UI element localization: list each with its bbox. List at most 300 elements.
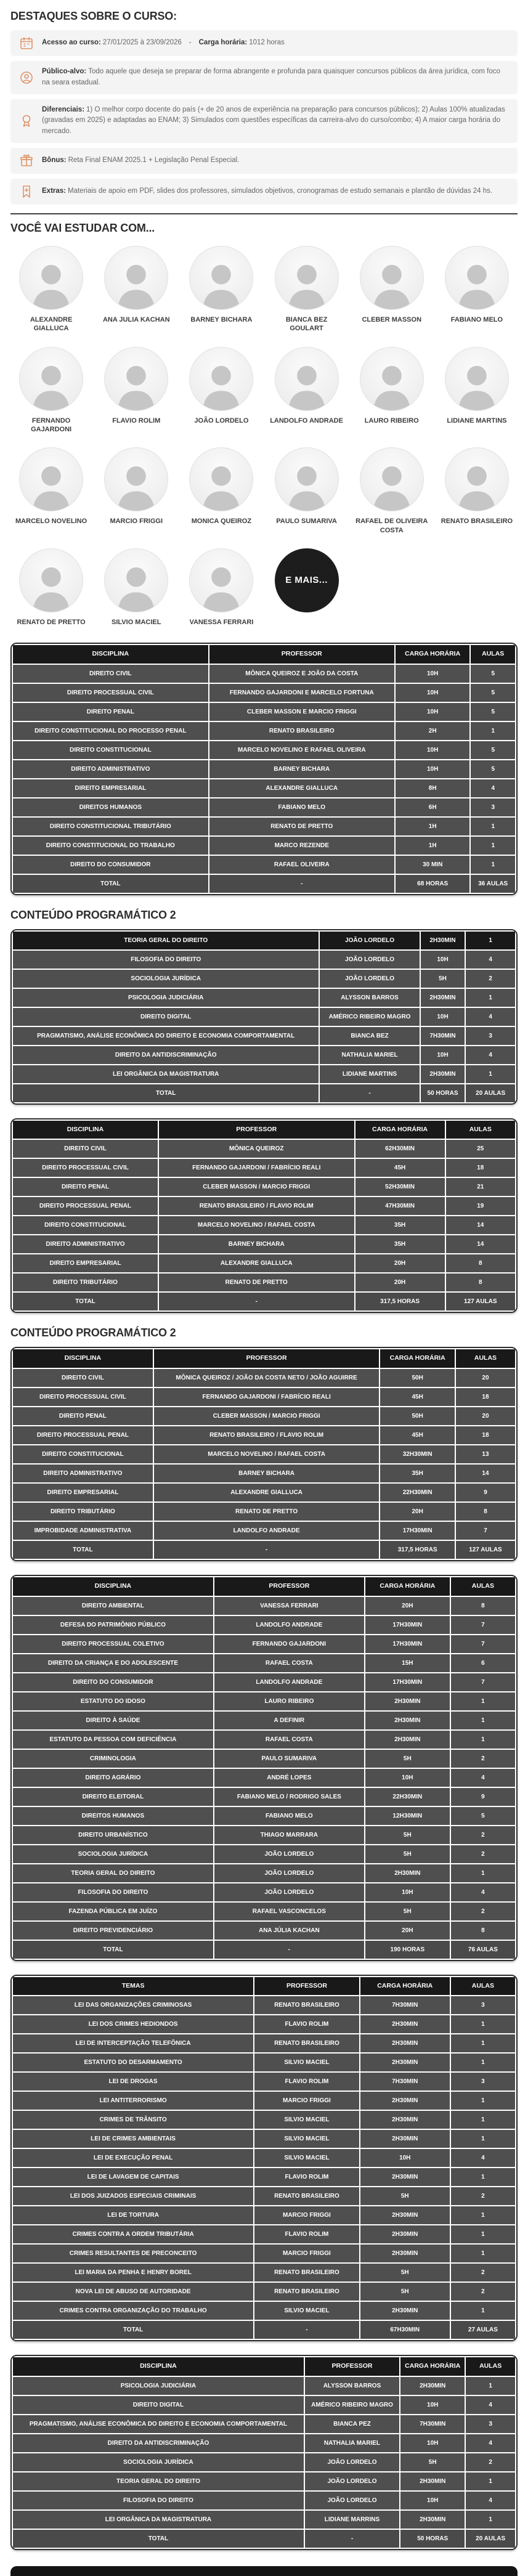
professor-name: JOÃO LORDELO <box>194 416 249 425</box>
table-cell: SILVIO MACIEL <box>254 2110 360 2129</box>
table-cell: FLAVIO ROLIM <box>254 2225 360 2244</box>
table-cell: 17H30MIN <box>380 1521 455 1540</box>
column-header: DISCIPLINA <box>12 644 209 664</box>
table-cell: RENATO BRASILEIRO / FLAVIO ROLIM <box>158 1197 355 1216</box>
table-cell: 5 <box>470 702 516 721</box>
table-cell: 1 <box>465 988 516 1007</box>
table-row <box>12 1368 516 1388</box>
column-header: PROFESSOR <box>158 1120 355 1140</box>
table-cell: 1 <box>450 1692 516 1711</box>
professor-photo <box>189 447 253 511</box>
table-row <box>12 817 516 836</box>
table-cell: 1 <box>470 836 516 855</box>
table-cell: DIREITO CIVIL <box>12 1139 158 1158</box>
table-cell: LEI DE INTERCEPTAÇÃO TELEFÔNICA <box>12 2034 254 2053</box>
person-silhouette-icon <box>450 457 504 511</box>
table-cell: DIREITO DIGITAL <box>12 1007 319 1026</box>
table-cell: SILVIO MACIEL <box>254 2053 360 2072</box>
table-cell: PRAGMATISMO, ANÁLISE ECONÔMICA DO DIREITO E ECONOMIA COMPORTAMENTAL <box>12 1026 319 1046</box>
total-cell: 127 AULAS <box>445 1292 516 1311</box>
table-cell: MARCO REZENDE <box>209 836 395 855</box>
table-cell: 1 <box>450 2091 516 2110</box>
highlight-value: 1) O melhor corpo docente do país (+ de 20 anos de experiência na preparação para concursos públicos); 2) Aulas 100% atualizadas (gravadas em 2025) e adaptadas ao ENAM; 3) Simulados com questões específicas da carreira-alvo do curso/combo; 4) A maior carga horária do mercado. <box>42 105 505 136</box>
professor-name: LAURO RIBEIRO <box>364 416 419 425</box>
table-row <box>12 1635 516 1654</box>
table-total-row <box>12 874 516 893</box>
table-row <box>12 2206 516 2225</box>
table-cell: FERNANDO GAJARDONI / FABRÍCIO REALI <box>158 1158 355 1177</box>
professor-photo <box>189 548 253 612</box>
professor-card <box>10 447 92 535</box>
table-cell: RENATO BRASILEIRO / FLAVIO ROLIM <box>153 1426 380 1445</box>
table-cell: 8H <box>395 779 471 798</box>
highlight-value: 27/01/2025 à 23/09/2026 <box>102 39 182 47</box>
professor-photo <box>19 246 83 310</box>
table-row <box>12 1996 516 2015</box>
table-cell: 5H <box>365 1902 450 1921</box>
person-silhouette-icon <box>365 255 419 309</box>
table-cell: 10H <box>365 1883 450 1902</box>
table-cell: 10H <box>395 702 471 721</box>
table-row <box>12 1749 516 1768</box>
table-cell: DIREITO DIGITAL <box>12 2395 304 2415</box>
table-cell: 1 <box>450 1711 516 1730</box>
table-cell: 20H <box>355 1273 445 1292</box>
table-cell: 8 <box>450 1596 516 1615</box>
table-cell: TEORIA GERAL DO DIREITO <box>12 1864 214 1883</box>
table-row <box>12 683 516 702</box>
table-cell: DIREITO EMPRESARIAL <box>12 779 209 798</box>
table-cell: FILOSOFIA DO DIREITO <box>12 2491 304 2510</box>
table-cell: ESTATUTO DO IDOSO <box>12 1692 214 1711</box>
professor-card <box>10 246 92 333</box>
table-cell: 35H <box>355 1216 445 1235</box>
professor-photo <box>445 447 509 511</box>
table-cell: 45H <box>355 1158 445 1177</box>
table-cell: 1 <box>450 2206 516 2225</box>
table-cell: 2H <box>395 721 471 741</box>
table-cell: 5H <box>360 2187 450 2206</box>
table-cell: RAFAEL OLIVEIRA <box>209 855 395 874</box>
table-cell: LEI MARIA DA PENHA E HENRY BOREL <box>12 2263 254 2282</box>
course-table <box>12 2356 516 2549</box>
table-cell: 10H <box>420 1007 466 1026</box>
table-cell: ESTATUTO DA PESSOA COM DEFICIÊNCIA <box>12 1730 214 1749</box>
table-cell: LEI DAS ORGANIZAÇÕES CRIMINOSAS <box>12 1996 254 2015</box>
column-header: CARGA HORÁRIA <box>365 1577 450 1596</box>
conteudo-heading-2: CONTEÚDO PROGRAMÁTICO 2 <box>10 1327 176 1339</box>
table-cell: 2 <box>450 1826 516 1845</box>
total-cell: 68 HORAS <box>395 874 471 893</box>
table-cell: LIDIANE MARTINS <box>319 1065 420 1084</box>
table-cell: 5 <box>450 1806 516 1826</box>
table-cell: 2H30MIN <box>400 2510 465 2529</box>
table-header-row <box>12 1120 516 1140</box>
table-row <box>12 1730 516 1749</box>
table-cell: DIREITO ELEITORAL <box>12 1787 214 1806</box>
professor-name: LANDOLFO ANDRADE <box>270 416 343 425</box>
table-cell: DIREITO PREVIDENCIÁRIO <box>12 1921 214 1940</box>
table-cell: 8 <box>455 1502 516 1521</box>
professor-name: RENATO BRASILEIRO <box>441 518 513 526</box>
table-cell: 25 <box>445 1139 516 1158</box>
table-cell: 1 <box>465 2472 516 2491</box>
column-header: CARGA HORÁRIA <box>380 1349 455 1368</box>
bookmark-icon <box>19 184 34 199</box>
total-cell: 127 AULAS <box>455 1540 516 1559</box>
column-header: CARGA HORÁRIA <box>395 644 471 664</box>
table-cell: 47H30MIN <box>355 1197 445 1216</box>
table-cell: FABIANO MELO <box>209 798 395 817</box>
person-silhouette-icon <box>24 457 78 511</box>
table-cell: RENATO BRASILEIRO <box>254 2282 360 2301</box>
professor-photo <box>275 246 339 310</box>
column-header: TEMAS <box>12 1977 254 1996</box>
table-cell: 4 <box>465 2434 516 2453</box>
table-cell: SILVIO MACIEL <box>254 2129 360 2148</box>
total-cell: 190 HORAS <box>365 1940 450 1959</box>
professor-card <box>351 246 433 333</box>
table-cell: 2 <box>450 1749 516 1768</box>
table-cell: 20H <box>355 1254 445 1273</box>
person-silhouette-icon <box>24 558 78 612</box>
table-cell: MÔNICA QUEIROZ / JOÃO DA COSTA NETO / JOÃO AGUIRRE <box>153 1368 380 1388</box>
table-cell: 5H <box>365 1845 450 1864</box>
professor-name: ANA JULIA KACHAN <box>102 316 170 324</box>
table-cell: SOCIOLOGIA JURÍDICA <box>12 2453 304 2472</box>
professor-photo <box>360 246 424 310</box>
table-cell: RENATO DE PRETTO <box>209 817 395 836</box>
column-header: AULAS <box>450 1577 516 1596</box>
table-cell: PAULO SUMARIVA <box>214 1749 365 1768</box>
table-cell: TEORIA GERAL DO DIREITO <box>12 931 319 950</box>
table-cell: DIREITO CONSTITUCIONAL TRIBUTÁRIO <box>12 817 209 836</box>
table-row <box>12 1216 516 1235</box>
professor-name: FLAVIO ROLIM <box>112 416 161 425</box>
table-row <box>12 2187 516 2206</box>
table-cell: 3 <box>470 798 516 817</box>
table-cell: 10H <box>400 2395 465 2415</box>
table-cell: 2H30MIN <box>360 2034 450 2053</box>
table-cell: BARNEY BICHARA <box>153 1464 380 1483</box>
table-cell: 2H30MIN <box>360 2129 450 2148</box>
highlight-extras-text <box>42 186 492 197</box>
table-cell: 9 <box>455 1483 516 1502</box>
table-cell: FAZENDA PÚBLICA EM JUÍZO <box>12 1902 214 1921</box>
professor-card <box>95 548 177 627</box>
table-cell: DIREITO PENAL <box>12 1407 153 1426</box>
table-cell: 20H <box>365 1596 450 1615</box>
person-silhouette-icon <box>24 255 78 309</box>
footer-bar <box>10 2566 518 2576</box>
table-cell: 10H <box>395 664 471 683</box>
table-cell: 50H <box>380 1368 455 1388</box>
table-row <box>12 2148 516 2168</box>
table-cell: 4 <box>450 2148 516 2168</box>
table-row <box>12 1235 516 1254</box>
table-cell: 10H <box>360 2148 450 2168</box>
table-cell: RENATO BRASILEIRO <box>254 1996 360 2015</box>
table-cell: 2H30MIN <box>360 2206 450 2225</box>
table-cell: 1 <box>465 931 516 950</box>
table-cell: ANA JÚLIA KACHAN <box>214 1921 365 1940</box>
highlight-publico-text <box>42 67 509 89</box>
table-cell: FABIANO MELO / RODRIGO SALES <box>214 1787 365 1806</box>
highlight-bonus <box>10 148 518 174</box>
table-cell: 19 <box>445 1197 516 1216</box>
table-row <box>12 1615 516 1635</box>
table-row <box>12 760 516 779</box>
table-conteudo-complementar <box>10 929 518 1105</box>
table-cell: 20H <box>365 1921 450 1940</box>
table-cell: 5H <box>365 1826 450 1845</box>
table-cell: FLAVIO ROLIM <box>254 2168 360 2187</box>
person-silhouette-icon <box>365 457 419 511</box>
professors-heading: VOCÊ VAI ESTUDAR COM... <box>10 222 155 235</box>
professor-card <box>266 347 347 434</box>
table-cell: FERNANDO GAJARDONI / FABRÍCIO REALI <box>153 1388 380 1407</box>
table-header-row <box>12 1349 516 1368</box>
table-cell: 6H <box>395 798 471 817</box>
table-row <box>12 2072 516 2091</box>
table-cell: ALEXANDRE GIALLUCA <box>158 1254 355 1273</box>
table-cell: 1 <box>450 2301 516 2320</box>
table-cell: TEORIA GERAL DO DIREITO <box>12 2472 304 2491</box>
table-row <box>12 741 516 760</box>
total-cell: TOTAL <box>12 1940 214 1959</box>
column-header: DISCIPLINA <box>12 1577 214 1596</box>
table-cell: DIREITO PROCESSUAL PENAL <box>12 1426 153 1445</box>
professor-photo <box>19 447 83 511</box>
table-cell: 2 <box>450 2282 516 2301</box>
professor-card <box>351 447 433 535</box>
table-row <box>12 836 516 855</box>
column-header: PROFESSOR <box>304 2357 400 2376</box>
total-cell: 50 HORAS <box>420 1084 466 1103</box>
table-cell: LEI DE DROGAS <box>12 2072 254 2091</box>
column-header: CARGA HORÁRIA <box>355 1120 445 1140</box>
person-silhouette-icon <box>280 457 334 511</box>
table-cell: DIREITO CONSTITUCIONAL <box>12 1445 153 1464</box>
table-cell: 1 <box>450 2129 516 2148</box>
table-row <box>12 1654 516 1673</box>
table-cell: MÔNICA QUEIROZ E JOÃO DA COSTA <box>209 664 395 683</box>
table-row <box>12 1521 516 1540</box>
professor-card <box>266 447 347 535</box>
table-cell: SOCIOLOGIA JURÍDICA <box>12 969 319 988</box>
table-cell: DIREITO CONSTITUCIONAL DO PROCESSO PENAL <box>12 721 209 741</box>
table-cell: 10H <box>395 760 471 779</box>
table-cell: 2H30MIN <box>420 1065 466 1084</box>
table-conteudo-principal-2 <box>10 1347 518 1561</box>
table-cell: 18 <box>455 1426 516 1445</box>
course-table <box>12 1348 516 1560</box>
table-cell: 2H30MIN <box>400 2376 465 2395</box>
column-header: CARGA HORÁRIA <box>360 1977 450 1996</box>
professor-name: MARCELO NOVELINO <box>15 518 87 526</box>
table-row <box>12 988 516 1007</box>
table-cell: 7H30MIN <box>360 1996 450 2015</box>
professor-photo <box>104 347 168 411</box>
table-cell: ANDRÉ LOPES <box>214 1768 365 1787</box>
table-row <box>12 779 516 798</box>
course-table <box>12 930 516 1103</box>
table-cell: RENATO DE PRETTO <box>153 1502 380 1521</box>
table-disciplinas-finais <box>10 2355 518 2550</box>
column-header: AULAS <box>450 1977 516 1996</box>
table-total-row <box>12 1292 516 1311</box>
table-cell: RENATO BRASILEIRO <box>209 721 395 741</box>
table-cell: 45H <box>380 1426 455 1445</box>
professor-photo <box>360 447 424 511</box>
table-cell: 52H30MIN <box>355 1177 445 1197</box>
table-cell: 3 <box>465 1026 516 1046</box>
table-cell: DIREITO DO CONSUMIDOR <box>12 855 209 874</box>
table-cell: 1 <box>465 2376 516 2395</box>
table-row <box>12 1502 516 1521</box>
table-cell: RENATO DE PRETTO <box>158 1273 355 1292</box>
total-cell: - <box>209 874 395 893</box>
professor-card <box>95 447 177 535</box>
table-row <box>12 2053 516 2072</box>
table-row <box>12 2395 516 2415</box>
professor-card <box>436 347 518 434</box>
professor-card <box>436 447 518 535</box>
table-cell: LAURO RIBEIRO <box>214 1692 365 1711</box>
highlight-label: Acesso ao curso: <box>42 39 101 47</box>
column-header: PROFESSOR <box>153 1349 380 1368</box>
highlight-acesso-text <box>42 38 285 49</box>
person-silhouette-icon <box>280 356 334 410</box>
table-row <box>12 1426 516 1445</box>
table-cell: 5 <box>470 760 516 779</box>
table-cell: 3 <box>450 1996 516 2015</box>
professor-photo <box>104 246 168 310</box>
course-table <box>12 1576 516 1960</box>
table-cell: 5H <box>360 2282 450 2301</box>
table-row <box>12 1673 516 1692</box>
table-row <box>12 1768 516 1787</box>
table-row <box>12 1845 516 1864</box>
table-row <box>12 664 516 683</box>
table-cell: BIANCA BEZ <box>319 1026 420 1046</box>
table-cell: 4 <box>450 1883 516 1902</box>
professor-card <box>266 246 347 333</box>
total-cell: 27 AULAS <box>450 2320 516 2339</box>
table-conteudo-principal <box>10 1118 518 1314</box>
table-cell: JOÃO LORDELO <box>319 950 420 969</box>
professor-name: SILVIO MACIEL <box>112 618 161 626</box>
section-divider <box>10 213 518 214</box>
table-cell: FERNANDO GAJARDONI E MARCELO FORTUNA <box>209 683 395 702</box>
table-row <box>12 1007 516 1026</box>
table-row <box>12 1787 516 1806</box>
table-row <box>12 1254 516 1273</box>
highlight-label: Diferenciais: <box>42 105 85 113</box>
table-cell: 18 <box>455 1388 516 1407</box>
highlight-diferenciais <box>10 99 518 143</box>
table-row <box>12 1197 516 1216</box>
professor-name: MONICA QUEIROZ <box>191 518 252 526</box>
table-cell: 17H30MIN <box>365 1615 450 1635</box>
table-cell: 1H <box>395 817 471 836</box>
table-cell: RENATO BRASILEIRO <box>254 2263 360 2282</box>
table-cell: JOÃO LORDELO <box>214 1883 365 1902</box>
table-cell: 10H <box>400 2491 465 2510</box>
table-cell: NATHALIA MARIEL <box>304 2434 400 2453</box>
table-cell: 22H30MIN <box>380 1483 455 1502</box>
column-header: DISCIPLINA <box>12 1349 153 1368</box>
table-cell: LEI ANTITERRORISMO <box>12 2091 254 2110</box>
professor-photo <box>104 548 168 612</box>
professors-grid <box>10 246 518 627</box>
professor-name: BIANCA BEZ GOULART <box>285 316 328 333</box>
professor-photo <box>360 347 424 411</box>
table-cell: 7H30MIN <box>400 2415 465 2434</box>
table-cell: 5H <box>420 969 466 988</box>
table-cell: THIAGO MARRARA <box>214 1826 365 1845</box>
table-row <box>12 1388 516 1407</box>
table-cell: LEI ORGÂNICA DA MAGISTRATURA <box>12 1065 319 1084</box>
table-cell: 1 <box>450 2225 516 2244</box>
table-row <box>12 1026 516 1046</box>
total-cell: - <box>158 1292 355 1311</box>
column-header: AULAS <box>445 1120 516 1140</box>
table-cell: ALYSSON BARROS <box>319 988 420 1007</box>
table-cell: DIREITO DO CONSUMIDOR <box>12 1673 214 1692</box>
professor-card <box>10 548 92 627</box>
table-cell: 12H30MIN <box>365 1806 450 1826</box>
table-cell: 20H <box>380 1502 455 1521</box>
table-cell: DIREITOS HUMANOS <box>12 1806 214 1826</box>
table-cell: 15H <box>365 1654 450 1673</box>
table-cell: 10H <box>395 683 471 702</box>
table-cell: LANDOLFO ANDRADE <box>153 1521 380 1540</box>
table-cell: LEI DE CRIMES AMBIENTAIS <box>12 2129 254 2148</box>
table-cell: DIREITO CIVIL <box>12 1368 153 1388</box>
person-silhouette-icon <box>280 255 334 309</box>
table-cell: CRIMES CONTRA ORGANIZAÇÃO DO TRABALHO <box>12 2301 254 2320</box>
total-cell: 67H30MIN <box>360 2320 450 2339</box>
table-cell: 4 <box>465 950 516 969</box>
highlight-diferenciais-text <box>42 105 509 137</box>
award-icon <box>19 113 34 128</box>
table-row <box>12 2301 516 2320</box>
professor-card <box>10 347 92 434</box>
table-row <box>12 2091 516 2110</box>
professor-card <box>351 347 433 434</box>
table-cell: LEI ORGÂNICA DA MAGISTRATURA <box>12 2510 304 2529</box>
table-cell: VANESSA FERRARI <box>214 1596 365 1615</box>
more-professors-circle[interactable]: E MAIS... <box>275 548 339 612</box>
table-total-row <box>12 2320 516 2339</box>
table-cell: DIREITO CONSTITUCIONAL <box>12 741 209 760</box>
table-cell: 45H <box>380 1388 455 1407</box>
table-cell: DIREITO DA CRIANÇA E DO ADOLESCENTE <box>12 1654 214 1673</box>
table-cell: 13 <box>455 1445 516 1464</box>
highlight-publico-alvo <box>10 61 518 94</box>
highlight-value-2: 1012 horas <box>249 39 285 47</box>
person-silhouette-icon <box>109 558 163 612</box>
table-cell: DIREITO EMPRESARIAL <box>12 1483 153 1502</box>
table-cell: 1 <box>450 2015 516 2034</box>
professor-name: BARNEY BICHARA <box>190 316 253 324</box>
professor-card <box>181 447 262 535</box>
table-cell: MARCELO NOVELINO / RAFAEL COSTA <box>153 1445 380 1464</box>
table-row <box>12 1158 516 1177</box>
table-cell: JOÃO LORDELO <box>304 2453 400 2472</box>
table-cell: DIREITO PROCESSUAL PENAL <box>12 1197 158 1216</box>
